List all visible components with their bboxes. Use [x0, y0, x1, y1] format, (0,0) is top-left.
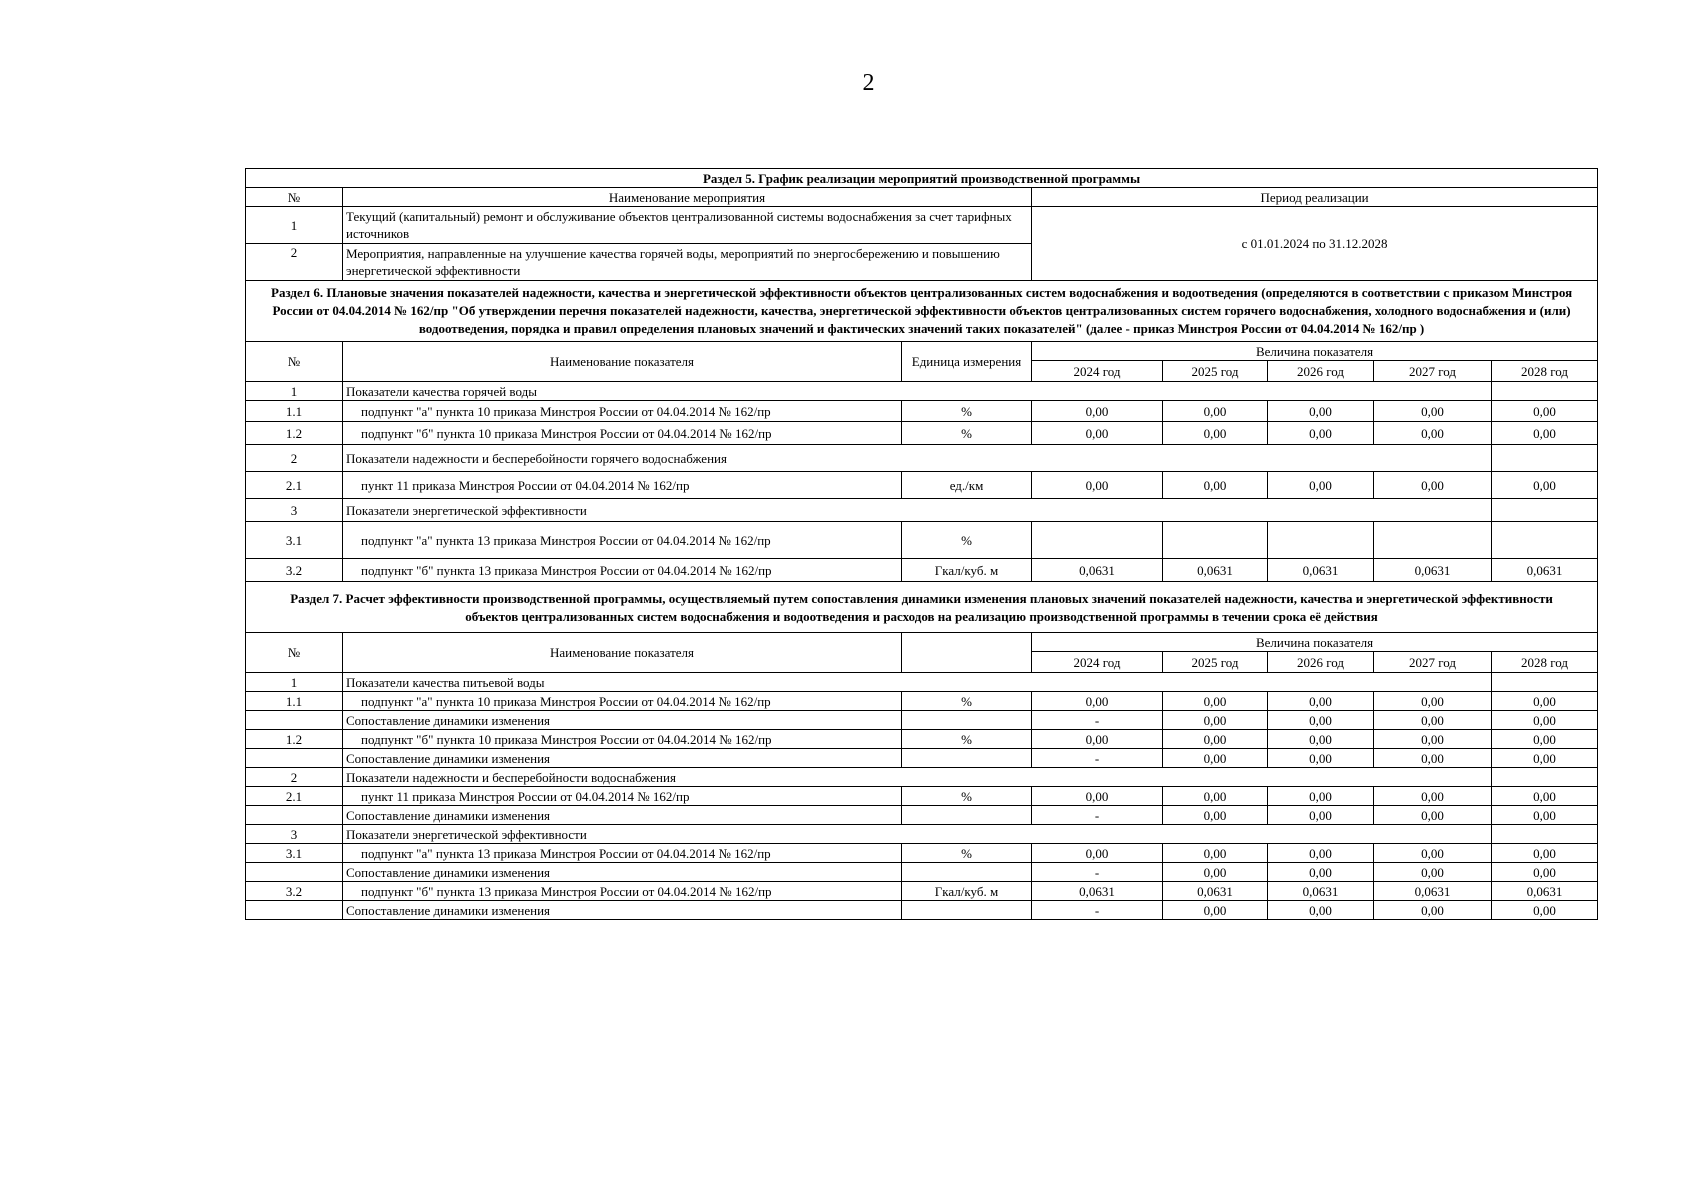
s7-year-2028: 2028 год: [1492, 652, 1598, 673]
s7-r31-d2026: 0,00: [1268, 863, 1374, 882]
s7-r32-v2024: 0,0631: [1032, 882, 1163, 901]
s7-r11-d2025: 0,00: [1163, 711, 1268, 730]
s7-col-value: Величина показателя: [1032, 633, 1598, 652]
s7-r32-d2025: 0,00: [1163, 901, 1268, 920]
s6-r32-v2026: 0,0631: [1268, 559, 1374, 582]
s6-r32-v2025: 0,0631: [1163, 559, 1268, 582]
s6-g2-name: Показатели надежности и бесперебойности горячего водоснабжения: [343, 445, 1492, 472]
s7-year-2026: 2026 год: [1268, 652, 1374, 673]
s7-r21-d2026: 0,00: [1268, 806, 1374, 825]
s7-r21-v2027: 0,00: [1374, 787, 1492, 806]
s7-r31-v2026: 0,00: [1268, 844, 1374, 863]
s7-r32-dyn-label: Сопоставление динамики изменения: [343, 901, 902, 920]
s7-r31-v2024: 0,00: [1032, 844, 1163, 863]
s6-r12-v2028: 0,00: [1492, 422, 1598, 445]
s6-r21-v2024: 0,00: [1032, 472, 1163, 499]
s7-r21-unit: %: [902, 787, 1032, 806]
s6-g1-name: Показатели качества горячей воды: [343, 382, 1492, 401]
s6-r12-unit: %: [902, 422, 1032, 445]
s7-r12-v2024: 0,00: [1032, 730, 1163, 749]
s7-r21-d2028: 0,00: [1492, 806, 1598, 825]
s7-r31-v2025: 0,00: [1163, 844, 1268, 863]
s7-r12-d2024: -: [1032, 749, 1163, 768]
s7-r31-num: 3.1: [246, 844, 343, 863]
s6-col-name: Наименование показателя: [343, 342, 902, 382]
s7-r21-num: 2.1: [246, 787, 343, 806]
s7-r11-d2027: 0,00: [1374, 711, 1492, 730]
s6-r21-v2027: 0,00: [1374, 472, 1492, 499]
s6-r11-unit: %: [902, 401, 1032, 422]
s7-r31-dyn-label: Сопоставление динамики изменения: [343, 863, 902, 882]
s6-r11-num: 1.1: [246, 401, 343, 422]
s7-r31-d2025: 0,00: [1163, 863, 1268, 882]
page-number: 2: [862, 70, 875, 96]
s7-g1-num: 1: [246, 673, 343, 692]
s6-r21-num: 2.1: [246, 472, 343, 499]
s6-year-2026: 2026 год: [1268, 361, 1374, 382]
s6-r21-v2026: 0,00: [1268, 472, 1374, 499]
s7-r11-v2027: 0,00: [1374, 692, 1492, 711]
s6-r31-name: подпункт "а" пункта 13 приказа Минстроя России от 04.04.2014 № 162/пр: [343, 522, 902, 559]
s7-r31-unit: %: [902, 844, 1032, 863]
s7-r12-unit: %: [902, 730, 1032, 749]
s6-r32-v2028: 0,0631: [1492, 559, 1598, 582]
s6-col-unit: Единица измерения: [902, 342, 1032, 382]
s7-r11-v2024: 0,00: [1032, 692, 1163, 711]
s7-r12-d2026: 0,00: [1268, 749, 1374, 768]
s7-g3-num: 3: [246, 825, 343, 844]
s7-r32-name: подпункт "б" пункта 13 приказа Минстроя России от 04.04.2014 № 162/пр: [343, 882, 902, 901]
s6-r31-num: 3.1: [246, 522, 343, 559]
s7-r12-num: 1.2: [246, 730, 343, 749]
s7-r12-v2027: 0,00: [1374, 730, 1492, 749]
s5-row1-num: 1: [246, 207, 343, 244]
s5-col-period: Период реализации: [1032, 188, 1598, 207]
s7-year-2025: 2025 год: [1163, 652, 1268, 673]
s7-r32-v2027: 0,0631: [1374, 882, 1492, 901]
s7-r32-v2025: 0,0631: [1163, 882, 1268, 901]
s5-period-value: с 01.01.2024 по 31.12.2028: [1032, 207, 1598, 281]
s7-r11-name: подпункт "а" пункта 10 приказа Минстроя России от 04.04.2014 № 162/пр: [343, 692, 902, 711]
s7-r11-unit: %: [902, 692, 1032, 711]
section5-title: Раздел 5. График реализации мероприятий производственной программы: [246, 169, 1598, 188]
s6-g1-num: 1: [246, 382, 343, 401]
s5-row1-name: Текущий (капитальный) ремонт и обслуживание объектов централизованной системы водоснабжения за счет тарифных источников: [343, 207, 1032, 244]
s5-row2-num: 2: [246, 244, 343, 281]
s7-r21-v2026: 0,00: [1268, 787, 1374, 806]
s7-r12-dyn-label: Сопоставление динамики изменения: [343, 749, 902, 768]
program-table: [245, 168, 1598, 920]
s6-r32-v2024: 0,0631: [1032, 559, 1163, 582]
s6-col-value: Величина показателя: [1032, 342, 1598, 361]
s7-g2-name: Показатели надежности и бесперебойности водоснабжения: [343, 768, 1492, 787]
s6-r11-v2028: 0,00: [1492, 401, 1598, 422]
s7-r21-name: пункт 11 приказа Минстроя России от 04.04.2014 № 162/пр: [343, 787, 902, 806]
s7-r31-d2024: -: [1032, 863, 1163, 882]
s7-g3-name: Показатели энергетической эффективности: [343, 825, 1492, 844]
s6-r31-unit: %: [902, 522, 1032, 559]
s6-r11-v2024: 0,00: [1032, 401, 1163, 422]
s7-r32-d2024: -: [1032, 901, 1163, 920]
s7-year-2027: 2027 год: [1374, 652, 1492, 673]
s6-r21-unit: ед./км: [902, 472, 1032, 499]
s7-r32-d2027: 0,00: [1374, 901, 1492, 920]
s5-col-name: Наименование мероприятия: [343, 188, 1032, 207]
s7-r32-v2028: 0,0631: [1492, 882, 1598, 901]
s7-g1-name: Показатели качества питьевой воды: [343, 673, 1492, 692]
s7-year-2024: 2024 год: [1032, 652, 1163, 673]
s7-r11-v2026: 0,00: [1268, 692, 1374, 711]
s7-r11-num: 1.1: [246, 692, 343, 711]
section7-title: Раздел 7. Расчет эффективности производственной программы, осуществляемый путем сопоставления динамики изменения плановых значений показателей надежности, качества и энергетической эффективности объектов централизованных систем водоснабжения и водоотведения и расходов на реализацию производственной программы в течении срока её действия: [246, 582, 1598, 633]
s7-r21-v2028: 0,00: [1492, 787, 1598, 806]
s7-r12-v2026: 0,00: [1268, 730, 1374, 749]
s7-r11-d2024: -: [1032, 711, 1163, 730]
s6-r12-v2026: 0,00: [1268, 422, 1374, 445]
s6-year-2028: 2028 год: [1492, 361, 1598, 382]
s7-r31-name: подпункт "а" пункта 13 приказа Минстроя России от 04.04.2014 № 162/пр: [343, 844, 902, 863]
s6-r32-name: подпункт "б" пункта 13 приказа Минстроя России от 04.04.2014 № 162/пр: [343, 559, 902, 582]
s7-r32-unit: Гкал/куб. м: [902, 882, 1032, 901]
s6-r11-v2025: 0,00: [1163, 401, 1268, 422]
s6-r12-v2027: 0,00: [1374, 422, 1492, 445]
s7-r11-dyn-label: Сопоставление динамики изменения: [343, 711, 902, 730]
s6-r32-v2027: 0,0631: [1374, 559, 1492, 582]
s6-r11-v2027: 0,00: [1374, 401, 1492, 422]
s7-r31-v2027: 0,00: [1374, 844, 1492, 863]
s6-r11-v2026: 0,00: [1268, 401, 1374, 422]
s7-r21-d2025: 0,00: [1163, 806, 1268, 825]
s5-col-num: №: [246, 188, 343, 207]
s7-r31-d2027: 0,00: [1374, 863, 1492, 882]
s6-g3-name: Показатели энергетической эффективности: [343, 499, 1492, 522]
s6-r11-name: подпункт "а" пункта 10 приказа Минстроя России от 04.04.2014 № 162/пр: [343, 401, 902, 422]
s6-r32-num: 3.2: [246, 559, 343, 582]
s7-r21-dyn-label: Сопоставление динамики изменения: [343, 806, 902, 825]
s6-g3-num: 3: [246, 499, 343, 522]
s7-r11-d2028: 0,00: [1492, 711, 1598, 730]
s7-r32-num: 3.2: [246, 882, 343, 901]
section6-title: Раздел 6. Плановые значения показателей надежности, качества и энергетической эффективности объектов централизованных систем водоснабжения и водоотведения (определяются в соответствии с приказом Минстроя России от 04.04.2014 № 162/пр "Об утверждении перечня показателей надежности, качества, энергетической эффективности объектов централизованных систем горячего водоснабжения, холодного водоснабжения и (или) водоотведения, порядка и правил определения плановых значений и фактических значений таких показателей" (далее - приказ Минстроя России от 04.04.2014 № 162/пр ): [246, 281, 1598, 342]
s6-col-num: №: [246, 342, 343, 382]
s7-r12-d2028: 0,00: [1492, 749, 1598, 768]
s7-g2-num: 2: [246, 768, 343, 787]
s7-r31-d2028: 0,00: [1492, 863, 1598, 882]
s7-r21-d2027: 0,00: [1374, 806, 1492, 825]
s6-g2-num: 2: [246, 445, 343, 472]
s7-col-name: Наименование показателя: [343, 633, 902, 673]
s7-r12-name: подпункт "б" пункта 10 приказа Минстроя России от 04.04.2014 № 162/пр: [343, 730, 902, 749]
s6-r32-unit: Гкал/куб. м: [902, 559, 1032, 582]
s6-r21-name: пункт 11 приказа Минстроя России от 04.04.2014 № 162/пр: [343, 472, 902, 499]
s7-r21-v2025: 0,00: [1163, 787, 1268, 806]
s7-r12-d2027: 0,00: [1374, 749, 1492, 768]
s6-r12-v2025: 0,00: [1163, 422, 1268, 445]
s7-r31-v2028: 0,00: [1492, 844, 1598, 863]
document-sheet: [245, 168, 1597, 920]
s7-r32-d2026: 0,00: [1268, 901, 1374, 920]
s6-r21-v2025: 0,00: [1163, 472, 1268, 499]
s7-r12-v2028: 0,00: [1492, 730, 1598, 749]
s7-r11-d2026: 0,00: [1268, 711, 1374, 730]
s6-year-2027: 2027 год: [1374, 361, 1492, 382]
s7-r12-d2025: 0,00: [1163, 749, 1268, 768]
s6-year-2025: 2025 год: [1163, 361, 1268, 382]
s7-r12-v2025: 0,00: [1163, 730, 1268, 749]
s7-col-num: №: [246, 633, 343, 673]
s6-r21-v2028: 0,00: [1492, 472, 1598, 499]
s7-r21-d2024: -: [1032, 806, 1163, 825]
s7-r21-v2024: 0,00: [1032, 787, 1163, 806]
s6-year-2024: 2024 год: [1032, 361, 1163, 382]
s7-r32-v2026: 0,0631: [1268, 882, 1374, 901]
s7-r11-v2028: 0,00: [1492, 692, 1598, 711]
s7-r32-d2028: 0,00: [1492, 901, 1598, 920]
s7-r11-v2025: 0,00: [1163, 692, 1268, 711]
s6-r12-name: подпункт "б" пункта 10 приказа Минстроя России от 04.04.2014 № 162/пр: [343, 422, 902, 445]
s5-row2-name: Мероприятия, направленные на улучшение качества горячей воды, мероприятий по энергосбережению и повышению энергетической эффективности: [343, 244, 1032, 281]
s6-r12-num: 1.2: [246, 422, 343, 445]
s6-r12-v2024: 0,00: [1032, 422, 1163, 445]
